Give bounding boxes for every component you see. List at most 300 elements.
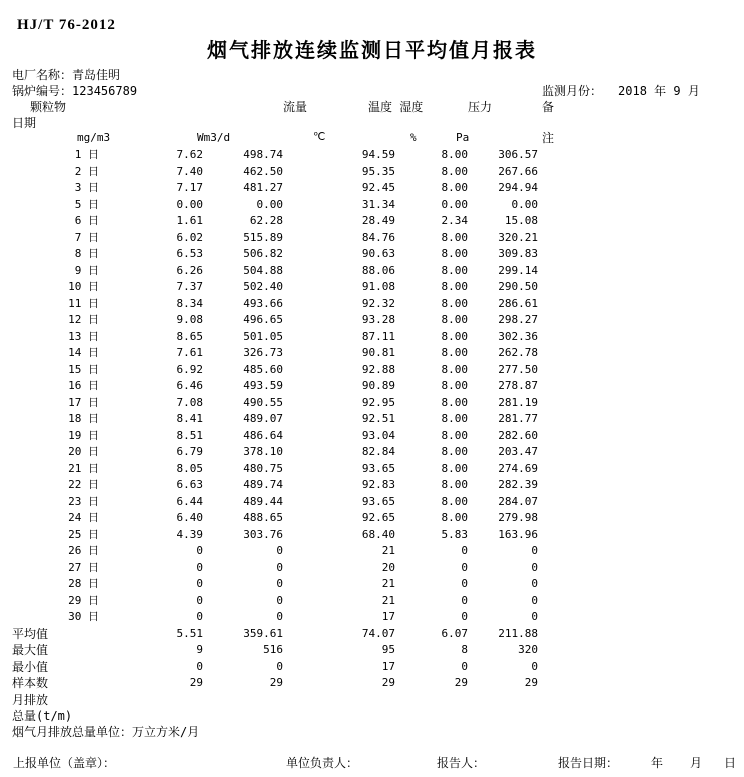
value-cell: 0 xyxy=(276,593,283,607)
value-cell: 326.73 xyxy=(243,346,283,359)
value-cell: 7.17 xyxy=(176,181,203,194)
value-cell: 0.00 xyxy=(441,197,468,211)
value-cell: 0.00 xyxy=(511,197,538,211)
remark-cell xyxy=(538,444,744,461)
value-cell: 8.00 xyxy=(441,511,468,524)
value-cell: 303.76 xyxy=(243,527,283,541)
value-cell: 488.65 xyxy=(243,511,283,524)
value-cell: 21 xyxy=(381,577,395,590)
col-header-flow: 流量 xyxy=(283,100,308,114)
footer-reporter: 报告人： xyxy=(437,756,486,770)
value-cell: 7.40 xyxy=(176,164,203,178)
value-cell: 8.00 xyxy=(441,296,468,310)
value-cell: 8.00 xyxy=(441,247,468,260)
value-cell: 0 xyxy=(276,560,283,574)
table-row xyxy=(0,395,744,412)
value-cell: 92.95 xyxy=(361,395,395,409)
value-cell: 8.00 xyxy=(441,148,468,161)
remark-cell xyxy=(538,543,744,560)
plant-name-line xyxy=(12,66,120,83)
value-cell: 92.65 xyxy=(361,511,395,524)
table-row xyxy=(0,329,744,346)
day-cell: 28 日 xyxy=(68,577,99,590)
remark-cell xyxy=(538,642,744,659)
remark-cell xyxy=(538,708,744,725)
day-cell: 16 日 xyxy=(68,379,99,392)
day-cell: 27 日 xyxy=(68,560,99,574)
value-cell: 0.00 xyxy=(176,197,203,211)
value-cell xyxy=(283,692,395,709)
value-cell: 7.37 xyxy=(176,280,203,293)
value-cell: 0 xyxy=(461,593,468,607)
value-cell: 0 xyxy=(531,560,538,574)
value-cell: 9 xyxy=(196,643,203,656)
boiler-no-line xyxy=(12,82,137,99)
col-header-remark-bottom: 注 xyxy=(542,131,555,145)
value-cell: 0 xyxy=(531,610,538,623)
day-cell: 14 日 xyxy=(68,346,99,359)
value-cell: 87.11 xyxy=(361,329,395,343)
page-title: 烟气排放连续监测日平均值月报表 xyxy=(207,38,537,62)
value-cell: 298.27 xyxy=(498,313,538,326)
value-cell: 0 xyxy=(196,659,203,673)
day-cell: 15 日 xyxy=(68,362,99,376)
value-cell: 0 xyxy=(531,544,538,557)
day-cell: 30 日 xyxy=(68,610,99,623)
monitor-month-label: 监测月份： xyxy=(542,84,603,98)
daily-average-table xyxy=(0,147,744,725)
table-row xyxy=(0,378,744,395)
value-cell xyxy=(283,708,395,725)
table-row xyxy=(0,461,744,478)
value-cell: 6.02 xyxy=(176,230,203,244)
value-cell: 0 xyxy=(461,544,468,557)
value-cell xyxy=(468,692,538,709)
table-row xyxy=(0,576,744,593)
day-cell: 21 日 xyxy=(68,461,99,475)
value-cell: 0 xyxy=(196,593,203,607)
day-cell: 9 日 xyxy=(74,263,99,277)
table-row xyxy=(0,411,744,428)
value-cell: 282.39 xyxy=(498,478,538,491)
value-cell: 8.00 xyxy=(441,346,468,359)
value-cell: 29 xyxy=(189,676,203,689)
value-cell: 6.26 xyxy=(176,263,203,277)
table-row xyxy=(0,362,744,379)
value-cell: 8.00 xyxy=(441,313,468,326)
value-cell: 29 xyxy=(524,676,538,689)
value-cell: 93.04 xyxy=(361,428,395,442)
day-cell: 11 日 xyxy=(68,296,99,310)
remark-cell xyxy=(538,609,744,626)
value-cell: 21 xyxy=(381,544,395,557)
boiler-no-label: 锅炉编号： xyxy=(12,84,73,98)
remark-cell xyxy=(538,180,744,197)
value-cell: 8 xyxy=(461,643,468,656)
unit-humidity: % xyxy=(410,131,417,144)
value-cell xyxy=(203,708,283,725)
value-cell: 8.00 xyxy=(441,362,468,376)
table-row xyxy=(0,477,744,494)
value-cell: 6.07 xyxy=(441,626,468,640)
value-cell: 62.28 xyxy=(249,214,283,227)
value-cell: 92.32 xyxy=(361,296,395,310)
value-cell: 282.60 xyxy=(498,428,538,442)
value-cell: 299.14 xyxy=(498,263,538,277)
col-header-temp-humidity: 温度 湿度 xyxy=(368,100,424,114)
value-cell: 6.79 xyxy=(176,445,203,458)
unit-pressure: Pa xyxy=(456,131,470,144)
value-cell: 0 xyxy=(276,610,283,623)
day-cell: 7 日 xyxy=(74,230,99,244)
summary-label-cell: 月排放 xyxy=(12,692,49,707)
value-cell: 490.55 xyxy=(243,395,283,409)
table-row xyxy=(0,593,744,610)
value-cell: 0 xyxy=(461,560,468,574)
value-cell: 5.51 xyxy=(176,626,203,640)
value-cell: 267.66 xyxy=(498,164,538,178)
table-row xyxy=(0,180,744,197)
value-cell: 6.53 xyxy=(176,247,203,260)
monitor-month-line xyxy=(542,82,700,99)
day-cell: 6 日 xyxy=(74,214,99,227)
remark-cell xyxy=(538,362,744,379)
value-cell: 320.21 xyxy=(498,230,538,244)
value-cell: 84.76 xyxy=(361,230,395,244)
value-cell: 8.00 xyxy=(441,181,468,194)
monitor-month-value: 2018 年 9 月 xyxy=(618,84,700,98)
value-cell: 493.59 xyxy=(243,379,283,392)
value-cell: 302.36 xyxy=(498,329,538,343)
value-cell: 279.98 xyxy=(498,511,538,524)
value-cell: 0 xyxy=(531,659,538,673)
remark-cell xyxy=(538,659,744,676)
day-cell: 17 日 xyxy=(68,395,99,409)
value-cell: 0 xyxy=(531,577,538,590)
value-cell: 15.08 xyxy=(504,214,538,227)
value-cell: 92.83 xyxy=(361,478,395,491)
day-cell: 2 日 xyxy=(74,164,99,178)
remark-cell xyxy=(538,147,744,164)
value-cell: 262.78 xyxy=(498,346,538,359)
remark-cell xyxy=(538,246,744,263)
value-cell: 90.89 xyxy=(361,379,395,392)
value-cell: 8.00 xyxy=(441,164,468,178)
value-cell: 501.05 xyxy=(243,329,283,343)
value-cell: 0 xyxy=(196,560,203,574)
value-cell: 378.10 xyxy=(243,445,283,458)
value-cell: 5.83 xyxy=(441,527,468,541)
plant-name-label: 电厂名称： xyxy=(12,68,73,82)
value-cell: 7.08 xyxy=(176,395,203,409)
remark-cell xyxy=(538,395,744,412)
value-cell: 0 xyxy=(461,577,468,590)
value-cell xyxy=(99,692,203,709)
value-cell: 506.82 xyxy=(243,247,283,260)
value-cell: 281.19 xyxy=(498,395,538,409)
remark-cell xyxy=(538,345,744,362)
value-cell: 68.40 xyxy=(361,527,395,541)
value-cell: 278.87 xyxy=(498,379,538,392)
remark-cell xyxy=(538,626,744,643)
table-row xyxy=(0,197,744,214)
table-row xyxy=(0,279,744,296)
table-row xyxy=(0,692,744,709)
table-row xyxy=(0,659,744,676)
value-cell: 163.96 xyxy=(498,527,538,541)
value-cell: 6.46 xyxy=(176,379,203,392)
remark-cell xyxy=(538,213,744,230)
value-cell: 92.51 xyxy=(361,412,395,425)
footer-month: 月 xyxy=(690,756,703,770)
value-cell: 0 xyxy=(196,610,203,623)
value-cell: 8.34 xyxy=(176,296,203,310)
value-cell: 485.60 xyxy=(243,362,283,376)
remark-cell xyxy=(538,461,744,478)
plant-name-value: 青岛佳明 xyxy=(72,68,121,82)
table-row xyxy=(0,560,744,577)
value-cell: 8.00 xyxy=(441,494,468,508)
value-cell: 486.64 xyxy=(243,428,283,442)
table-row xyxy=(0,626,744,643)
value-cell: 0 xyxy=(196,544,203,557)
value-cell: 8.05 xyxy=(176,461,203,475)
day-cell: 26 日 xyxy=(68,544,99,557)
day-cell: 24 日 xyxy=(68,511,99,524)
value-cell: 290.50 xyxy=(498,280,538,293)
value-cell: 2.34 xyxy=(441,214,468,227)
value-cell: 95.35 xyxy=(361,164,395,178)
value-cell: 91.08 xyxy=(361,280,395,293)
table-row xyxy=(0,296,744,313)
value-cell: 480.75 xyxy=(243,461,283,475)
value-cell: 0.00 xyxy=(256,197,283,211)
value-cell: 93.65 xyxy=(361,461,395,475)
value-cell: 498.74 xyxy=(243,148,283,161)
boiler-no-value: 123456789 xyxy=(72,84,138,98)
remark-cell xyxy=(538,164,744,181)
value-cell: 4.39 xyxy=(176,527,203,541)
value-cell: 0 xyxy=(531,593,538,607)
value-cell: 8.00 xyxy=(441,263,468,277)
value-cell: 8.00 xyxy=(441,461,468,475)
value-cell: 320 xyxy=(518,643,538,656)
value-cell: 516 xyxy=(263,643,283,656)
table-row xyxy=(0,263,744,280)
value-cell: 88.06 xyxy=(361,263,395,277)
value-cell: 29 xyxy=(454,676,468,689)
value-cell: 20 xyxy=(381,560,395,574)
footer-day: 日 xyxy=(724,756,737,770)
summary-label-cell: 最大值 xyxy=(12,643,49,657)
remark-cell xyxy=(538,576,744,593)
value-cell: 82.84 xyxy=(361,445,395,458)
remark-cell xyxy=(538,477,744,494)
table-row xyxy=(0,642,744,659)
value-cell: 274.69 xyxy=(498,461,538,475)
day-cell: 23 日 xyxy=(68,494,99,508)
remark-cell xyxy=(538,527,744,544)
remark-cell xyxy=(538,494,744,511)
unit-flow: Wm3/d xyxy=(197,131,231,144)
value-cell: 504.88 xyxy=(243,263,283,277)
value-cell: 489.07 xyxy=(243,412,283,425)
remark-cell xyxy=(538,230,744,247)
value-cell: 8.00 xyxy=(441,280,468,293)
table-row xyxy=(0,246,744,263)
value-cell: 93.28 xyxy=(361,313,395,326)
col-header-remark-top: 备 xyxy=(542,100,555,114)
value-cell: 281.77 xyxy=(498,412,538,425)
value-cell xyxy=(395,708,468,725)
remark-cell xyxy=(538,675,744,692)
value-cell: 1.61 xyxy=(176,214,203,227)
table-row xyxy=(0,230,744,247)
value-cell: 95 xyxy=(381,643,395,656)
summary-label-cell: 最小值 xyxy=(12,659,49,674)
table-row xyxy=(0,675,744,692)
value-cell: 31.34 xyxy=(361,197,395,211)
value-cell: 8.41 xyxy=(176,412,203,425)
value-cell: 6.40 xyxy=(176,511,203,524)
day-cell: 3 日 xyxy=(74,181,99,194)
value-cell: 0 xyxy=(461,610,468,623)
value-cell: 8.00 xyxy=(441,412,468,425)
value-cell: 8.00 xyxy=(441,395,468,409)
daily-rows xyxy=(0,147,744,626)
value-cell: 74.07 xyxy=(361,626,395,640)
footer-report-date: 报告日期： xyxy=(558,756,619,770)
value-cell: 294.94 xyxy=(498,181,538,194)
remark-cell xyxy=(538,263,744,280)
summary-rows xyxy=(0,626,744,725)
value-cell: 359.61 xyxy=(243,626,283,640)
value-cell: 481.27 xyxy=(243,181,283,194)
remark-cell xyxy=(538,411,744,428)
table-row xyxy=(0,345,744,362)
value-cell: 462.50 xyxy=(243,164,283,178)
value-cell: 17 xyxy=(381,610,395,623)
value-cell: 29 xyxy=(381,676,395,689)
value-cell: 8.00 xyxy=(441,478,468,491)
remark-cell xyxy=(538,312,744,329)
day-cell: 1 日 xyxy=(74,148,99,161)
value-cell: 17 xyxy=(381,659,395,673)
value-cell: 0 xyxy=(276,659,283,673)
table-row xyxy=(0,164,744,181)
value-cell: 211.88 xyxy=(498,626,538,640)
table-row xyxy=(0,312,744,329)
value-cell: 6.44 xyxy=(176,494,203,508)
col-header-date: 日期 xyxy=(12,116,37,130)
remark-cell xyxy=(538,378,744,395)
day-cell: 22 日 xyxy=(68,478,99,491)
footer-unit-head: 单位负责人： xyxy=(286,756,359,770)
day-cell: 5 日 xyxy=(74,197,99,211)
value-cell: 8.00 xyxy=(441,428,468,442)
col-header-pressure: 压力 xyxy=(468,100,493,114)
value-cell: 496.65 xyxy=(243,313,283,326)
value-cell: 515.89 xyxy=(243,230,283,244)
remark-cell xyxy=(538,197,744,214)
standard-code: HJ/T 76-2012 xyxy=(17,17,116,33)
day-cell: 12 日 xyxy=(68,313,99,326)
remark-cell xyxy=(538,692,744,709)
day-cell: 10 日 xyxy=(68,280,99,293)
value-cell: 28.49 xyxy=(361,214,395,227)
table-row xyxy=(0,213,744,230)
value-cell: 92.45 xyxy=(361,181,395,194)
remark-cell xyxy=(538,329,744,346)
value-cell: 489.44 xyxy=(243,494,283,508)
day-cell: 13 日 xyxy=(68,329,99,343)
value-cell: 309.83 xyxy=(498,247,538,260)
remark-cell xyxy=(538,296,744,313)
remark-cell xyxy=(538,279,744,296)
value-cell: 93.65 xyxy=(361,494,395,508)
value-cell: 284.07 xyxy=(498,494,538,508)
value-cell: 90.81 xyxy=(361,346,395,359)
value-cell: 7.62 xyxy=(176,148,203,161)
value-cell: 92.88 xyxy=(361,362,395,376)
value-cell xyxy=(395,692,468,709)
unit-temperature: ℃ xyxy=(313,130,326,143)
value-cell: 8.00 xyxy=(441,230,468,244)
value-cell: 8.00 xyxy=(441,329,468,343)
table-row xyxy=(0,527,744,544)
day-cell: 8 日 xyxy=(74,247,99,260)
remark-cell xyxy=(538,428,744,445)
value-cell: 6.63 xyxy=(176,478,203,491)
summary-label-cell: 总量(t/m) xyxy=(12,709,73,723)
table-row xyxy=(0,609,744,626)
value-cell: 203.47 xyxy=(498,445,538,458)
table-row xyxy=(0,494,744,511)
value-cell: 8.65 xyxy=(176,329,203,343)
table-row xyxy=(0,543,744,560)
day-cell: 29 日 xyxy=(68,593,99,607)
value-cell xyxy=(203,692,283,709)
value-cell: 0 xyxy=(276,577,283,590)
value-cell: 8.00 xyxy=(441,379,468,392)
value-cell: 0 xyxy=(196,577,203,590)
value-cell: 9.08 xyxy=(176,313,203,326)
day-cell: 18 日 xyxy=(68,412,99,425)
value-cell: 6.92 xyxy=(176,362,203,376)
value-cell: 502.40 xyxy=(243,280,283,293)
value-cell: 94.59 xyxy=(361,148,395,161)
value-cell: 277.50 xyxy=(498,362,538,376)
remark-cell xyxy=(538,560,744,577)
day-cell: 20 日 xyxy=(68,445,99,458)
value-cell: 90.63 xyxy=(361,247,395,260)
value-cell: 493.66 xyxy=(243,296,283,310)
value-cell: 306.57 xyxy=(498,148,538,161)
col-header-pollutant: 颗粒物 xyxy=(30,100,67,114)
unit-concentration: mg/m3 xyxy=(77,131,111,144)
value-cell: 21 xyxy=(381,593,395,607)
day-cell: 25 日 xyxy=(68,527,99,541)
footer-year: 年 xyxy=(651,756,664,770)
remark-cell xyxy=(538,593,744,610)
value-cell: 0 xyxy=(461,659,468,673)
day-cell: 19 日 xyxy=(68,428,99,442)
remark-cell xyxy=(538,510,744,527)
table-row xyxy=(0,444,744,461)
value-cell: 29 xyxy=(269,676,283,689)
value-cell: 8.51 xyxy=(176,428,203,442)
footer-report-unit: 上报单位（盖章）： xyxy=(13,756,116,770)
